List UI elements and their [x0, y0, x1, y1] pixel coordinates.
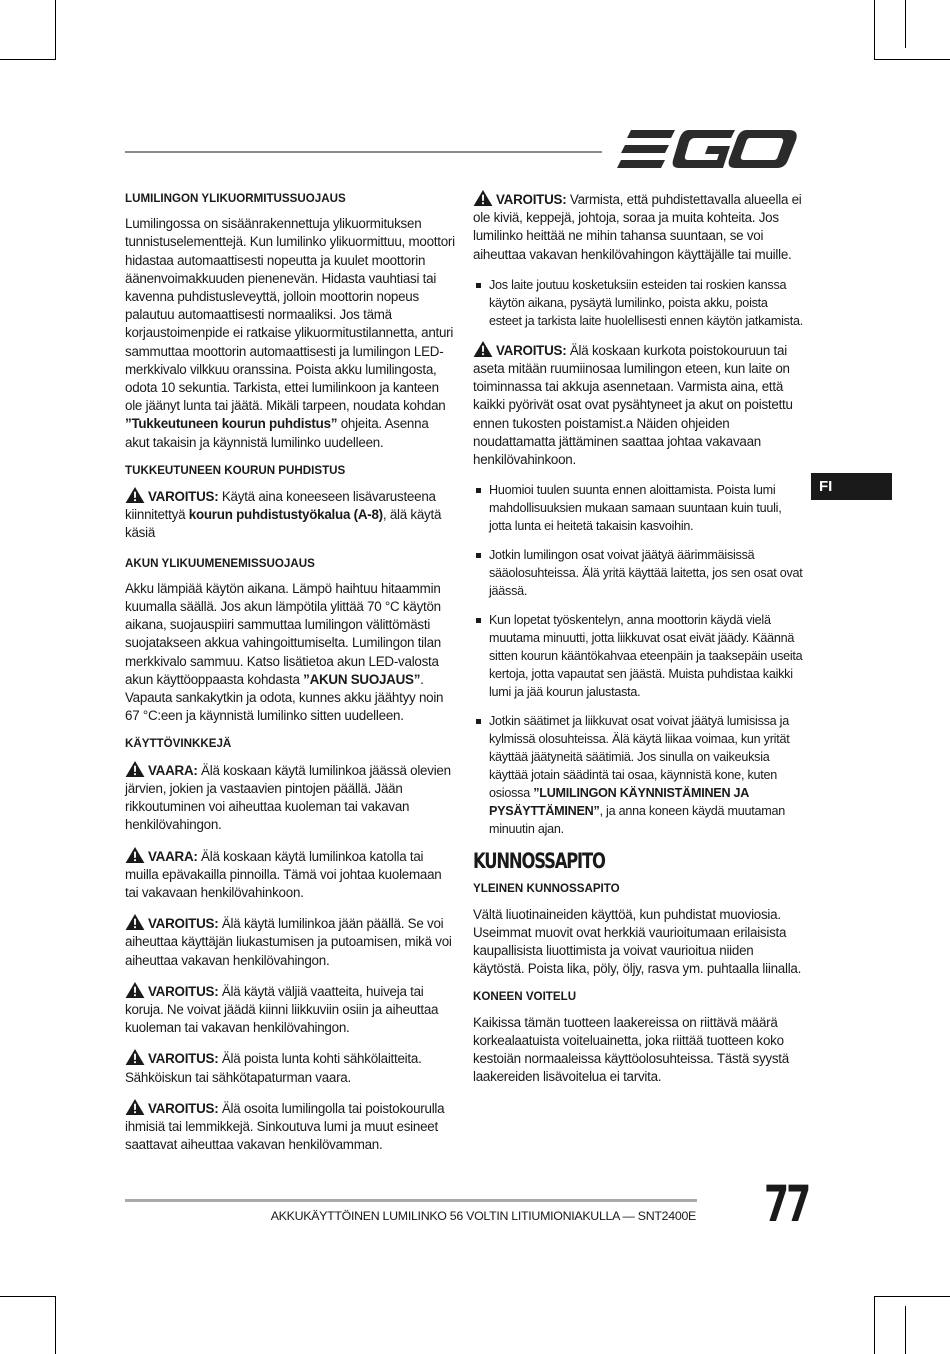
warning-item: VAROITUS: Varmista, että puhdistettavalla alueella ei ole kiviä, keppejä, johtoja, soraa ja muita kohteita. Jos lumilinko heittää ne mihin tahansa suuntaan, se voi aiheuttaa vakavan henkilövahingon käyttäjälle tai muille.	[473, 192, 802, 262]
list-item: Jos laite joutuu kosketuksiin esteiden tai roskien kanssa käytön aikana, pysäytä lumilinko, poista akku, poista esteet ja tarkista laite huolellisesti ennen käytön jatkamista.	[473, 276, 803, 330]
page-number: 77	[764, 1175, 809, 1233]
crop-mark	[905, 0, 906, 48]
warning-item: VAROITUS: Älä poista lunta kohti sähkölaitteita. Sähköiskun tai sähkötapaturman vaara.	[125, 1051, 422, 1085]
warning-triangle-icon	[125, 1099, 145, 1115]
crop-mark	[55, 1296, 56, 1354]
ego-logo	[617, 128, 799, 172]
bullet-list	[473, 276, 803, 330]
warning-item: VAROITUS: Älä koskaan kurkota poistokouruun tai aseta mitään ruumiinosaa lumilingon eteen, kun laite on toiminnassa tai akkuja asennetaan. Varmista aina, että kaikki pyörivät osat ovat pysähtyneet ja akut on poistettu ennen tukosten poistamist.a Näiden ohjeiden noudattamatta jättäminen saattaa johtaa vakavaan henkilövahinkoon.	[473, 342, 793, 468]
warning-triangle-icon	[473, 190, 493, 206]
warning-item: VAARA: Älä koskaan käytä lumilinkoa katolla tai muilla epävakailla pinnoilla. Tämä voi johtaa kuolemaan tai vakavaan henkilövahinkoon.	[125, 848, 442, 900]
warning-triangle-icon	[125, 1049, 145, 1065]
general-maintenance-paragraph: Vältä liuotinaineiden käyttöä, kun puhdistat muoviosia. Useimmat muovit ovat herkkiä vaurioitumaan erilaisista kaupallisista liuottimista ja voivat vaurioitua niiden käytöstä. Poista lika, pöly, öljy, rasva ym. puhtaalla liinalla.	[473, 906, 802, 977]
crop-mark	[0, 59, 56, 60]
battery-paragraph: Akku lämpiää käytön aikana. Lämpö haihtuu hitaammin kuumalla säällä. Jos akun lämpötila ylittää 70 °C käytön aikana, suojauspiiri sammuttaa lumilingon välittömästi suojatakseen akkua vahingoittumiselta. Lumilingon tilan merkkivalo sammuu. Katso lisätietoa akun LED-valosta akun käyttöoppaasta kohdasta ”AKUN SUOJAUS”. Vapauta sankakytkin ja odota, kunnes akku jäähtyy noin 67 °C:een ja käynnistä lumilinko sitten uudelleen.	[125, 580, 444, 724]
warning-item: VAROITUS: Älä käytä lumilinkoa jään päällä. Se voi aiheuttaa käyttäjän liukastumisen ja putoamisen, mikä voi aiheuttaa vakavan henkilövahingon.	[125, 916, 452, 968]
list-item: Huomioi tuulen suunta ennen aloittamista. Poista lumi mahdollisuuksien mukaan samaan suuntaan kuin tuuli, jotta lunta ei heitetä takaisin kasvoihin.	[473, 481, 803, 535]
list-item: Kun lopetat työskentelyn, anna moottorin käydä vielä muutama minuutti, jotta liikkuvat osat eivät jäädy. Käännä sitten kourun kääntökahvaa eteenpäin ja taaksepäin useita kertoja, jotta vapautat sen jäästä. Muista puhdistaa kaikki lumi ja jää kourun jalustasta.	[473, 611, 803, 701]
footer-title: AKKUKÄYTTÖINEN LUMILINKO 56 VOLTIN LITIUMIONIAKULLA — SNT2400E	[270, 1209, 696, 1223]
language-tab: FI	[811, 473, 892, 500]
heading-overload-protection: LUMILINGON YLIKUORMITUSSUOJAUS	[125, 192, 346, 205]
list-item: Jotkin säätimet ja liikkuvat osat voivat jäätyä lumisissa ja kylmissä olosuhteissa. Älä käytä liikaa voimaa, kun yrität käyttää jäätyneitä säätimiä. Jos sinulla on vaikeuksia käyttää jotain säädintä tai osaa, käynnistä kone, kuten osiossa ”LUMILINGON KÄYNNISTÄMINEN JA PYSÄYTTÄMINEN”, ja anna koneen käydä muutaman minuutin ajan.	[473, 712, 803, 838]
warning-clogged-chute: VAROITUS: Käytä aina koneeseen lisävarusteena kiinnitettyä kourun puhdistustyökalua (A-8), älä käytä käsiä	[125, 489, 442, 541]
warning-item: VAROITUS: Älä osoita lumilingolla tai poistokourulla ihmisiä tai lemmikkejä. Sinkoutuva lumi ja muut esineet saattavat aiheuttaa vakavan henkilövamman.	[125, 1100, 445, 1153]
warning-triangle-icon	[473, 341, 493, 357]
warning-triangle-icon	[125, 761, 145, 777]
warning-triangle-icon	[125, 487, 145, 503]
crop-mark	[874, 1296, 875, 1354]
warning-triangle-icon	[125, 847, 145, 863]
list-item: Jotkin lumilingon osat voivat jäätyä äärimmäisissä sääolosuhteissa. Älä yritä käyttää laitetta, jos sen osat ovat jäässä.	[473, 546, 803, 600]
footer-rule	[125, 1199, 697, 1202]
heading-clogged-chute: TUKKEUTUNEEN KOURUN PUHDISTUS	[125, 463, 346, 477]
reference-clogged-chute: ”Tukkeutuneen kourun puhdistus”	[125, 416, 338, 432]
crop-mark	[874, 0, 875, 60]
heading-battery-overheat: AKUN YLIKUUMENEMISSUOJAUS	[125, 556, 315, 570]
bullet-list	[473, 481, 803, 838]
crop-mark	[0, 1296, 56, 1297]
crop-mark	[874, 1296, 950, 1297]
warning-triangle-icon	[125, 914, 145, 930]
crop-mark	[905, 1306, 906, 1354]
warning-item: VAROITUS: Älä käytä väljiä vaatteita, huiveja tai koruja. Ne voivat jäädä kiinni liikkuviin osiin ja aiheuttaa kuoleman tai vakavan henkilövahingon.	[125, 983, 439, 1036]
right-column	[473, 190, 803, 1096]
warning-item: VAARA: Älä koskaan käytä lumilinkoa jäässä olevien järvien, jokien ja vastaavien pintojen päällä. Jään rikkoutuminen voi aiheuttaa kuoleman tai vakavan henkilövahingon.	[125, 762, 451, 833]
overload-paragraph: Lumilingossa on sisäänrakennettuja ylikuormituksen tunnistuselementtejä. Kun lumilinko ylikuormittuu, moottori hidastaa automaattisesti nopeutta ja kuulet moottorin äänenvoimakkuuden pienenevän. Hidasta vauhtiasi tai kavenna puhdistusleveyttä, jolloin moottorin nopeus palautuu automaattisesti normaaliksi. Jos tämä korjaustoimenpide ei ratkaise ylikuormitustilannetta, anturi sammuttaa moottorin automaattisesti ja lumilingon LED-merkkivalo vilkkuu oranssina. Poista akku lumilingosta, odota 10 sekuntia. Tarkista, ettei lumilinkoon ja kanteen ole jäänyt lunta tai jäätä. Mikäli tarpeen, noudata kohdan ”Tukkeutuneen kourun puhdistus” ohjeita. Asenna akut takaisin ja käynnistä lumilinko uudelleen.	[125, 216, 455, 450]
section-title-maintenance: KUNNOSSAPITO	[473, 849, 605, 874]
heading-general-maintenance: YLEINEN KUNNOSSAPITO	[473, 882, 620, 896]
crop-mark	[874, 59, 950, 60]
heading-operating-tips: KÄYTTÖVINKKEJÄ	[125, 737, 232, 751]
crop-mark	[55, 0, 56, 60]
heading-lubrication: KONEEN VOITELU	[473, 990, 577, 1004]
left-column	[125, 190, 455, 1166]
lubrication-paragraph: Kaikissa tämän tuotteen laakereissa on riittävä määrä korkealaatuista voiteluainetta, joka riittää tuotteen koko kestoiän normaaleissa käyttöolosuhteissa. Tästä syystä laakereiden lisävoitelua ei tarvita.	[473, 1014, 789, 1085]
warning-triangle-icon	[125, 982, 145, 998]
header-rule	[125, 151, 602, 153]
